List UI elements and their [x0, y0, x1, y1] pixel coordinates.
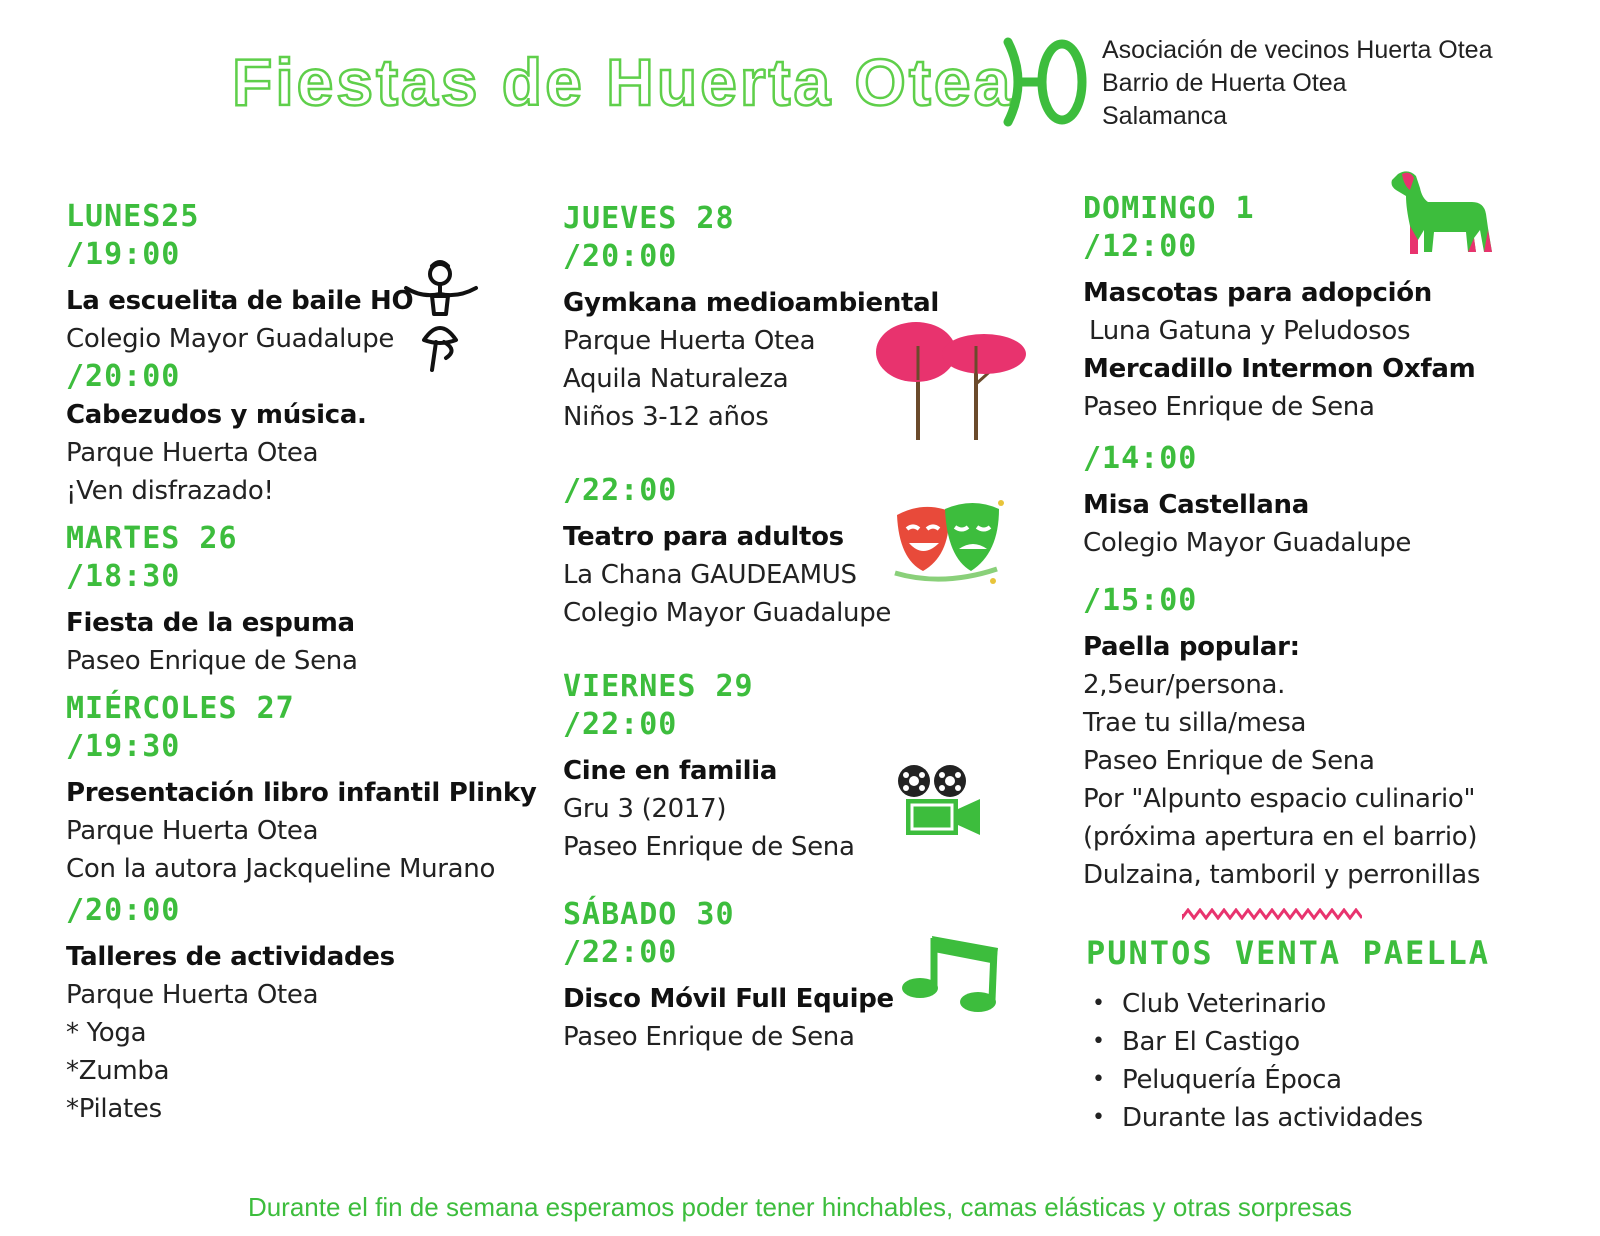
- association-city: Salamanca: [1102, 102, 1228, 130]
- event-detail: Paseo Enrique de Sena: [563, 832, 855, 862]
- event-detail: Paseo Enrique de Sena: [563, 1022, 855, 1052]
- ballerina-icon: [402, 258, 482, 376]
- event-detail: Niños 3-12 años: [563, 402, 769, 432]
- page-title: Fiestas de Huerta Otea: [232, 45, 1014, 119]
- event-detail: Paseo Enrique de Sena: [66, 646, 358, 676]
- time-label: /20:00: [66, 893, 181, 928]
- list-item: • Club Veterinario: [1084, 985, 1423, 1023]
- time-label: /15:00: [1083, 583, 1198, 618]
- footer-note: Durante el fin de semana esperamos poder tener hinchables, camas elásticas y otras sorpresas: [247, 1192, 1353, 1222]
- event-detail: Trae tu silla/mesa: [1083, 708, 1307, 738]
- day-heading: DOMINGO 1: [1083, 191, 1255, 226]
- day-heading: MIÉRCOLES 27: [66, 691, 295, 726]
- time-label: /12:00: [1083, 229, 1198, 264]
- event-detail: La Chana GAUDEAMUS: [563, 560, 857, 590]
- event-title: Presentación libro infantil Plinky: [66, 778, 537, 808]
- association-neighborhood: Barrio de Huerta Otea: [1102, 69, 1347, 97]
- event-detail: Paseo Enrique de Sena: [1083, 392, 1375, 422]
- day-heading: VIERNES 29: [563, 669, 754, 704]
- event-detail: (próxima apertura en el barrio): [1083, 822, 1478, 852]
- event-title: Cabezudos y música.: [66, 400, 367, 430]
- trees-icon: [876, 320, 1026, 442]
- time-label: /22:00: [563, 707, 678, 742]
- list-item: • Peluquería Época: [1084, 1061, 1423, 1099]
- music-note-icon: [900, 930, 1000, 1014]
- event-detail: Dulzaina, tamboril y perronillas: [1083, 860, 1481, 890]
- event-title: La escuelita de baile HO: [66, 286, 414, 316]
- event-detail: Por "Alpunto espacio culinario": [1083, 784, 1476, 814]
- event-detail: * Yoga: [66, 1018, 147, 1048]
- event-title: Talleres de actividades: [66, 942, 395, 972]
- event-title: Mercadillo Intermon Oxfam: [1083, 354, 1476, 384]
- column-sunday: [1083, 190, 1480, 894]
- list-item: • Bar El Castigo: [1084, 1023, 1423, 1061]
- association-name: Asociación de vecinos Huerta Otea: [1102, 36, 1493, 64]
- time-label: /18:30: [66, 559, 181, 594]
- event-detail: ¡Ven disfrazado!: [66, 476, 274, 506]
- time-label: /19:00: [66, 237, 181, 272]
- association-logo-icon: [1000, 34, 1090, 130]
- day-heading: JUEVES 28: [563, 201, 735, 236]
- event-detail: Luna Gatuna y Peludosos: [1089, 316, 1411, 346]
- event-detail: Colegio Mayor Guadalupe: [563, 598, 892, 628]
- event-detail: Parque Huerta Otea: [66, 816, 319, 846]
- event-title: Misa Castellana: [1083, 490, 1309, 520]
- event-detail: *Pilates: [66, 1094, 162, 1124]
- time-label: /22:00: [563, 473, 678, 508]
- event-detail: Parque Huerta Otea: [66, 438, 319, 468]
- zigzag-divider: [1182, 908, 1362, 920]
- dog-icon: [1388, 168, 1494, 260]
- event-detail: *Zumba: [66, 1056, 170, 1086]
- time-label: /20:00: [66, 359, 181, 394]
- paella-points-list: [1084, 985, 1423, 1137]
- event-title: Disco Móvil Full Equipe: [563, 984, 894, 1014]
- event-title: Mascotas para adopción: [1083, 278, 1432, 308]
- event-detail: Aquila Naturaleza: [563, 364, 789, 394]
- day-heading: SÁBADO 30: [563, 897, 735, 932]
- movie-camera-icon: [892, 763, 982, 839]
- event-title: Gymkana medioambiental: [563, 288, 940, 318]
- event-detail: Con la autora Jackqueline Murano: [66, 854, 496, 884]
- time-label: /19:30: [66, 729, 181, 764]
- paella-points-title: PUNTOS VENTA PAELLA: [1086, 934, 1491, 972]
- time-label: /14:00: [1083, 441, 1198, 476]
- event-title: Paella popular:: [1083, 632, 1300, 662]
- event-detail: 2,5eur/persona.: [1083, 670, 1286, 700]
- event-detail: Parque Huerta Otea: [563, 326, 816, 356]
- theater-masks-icon: [893, 495, 1009, 587]
- day-heading: LUNES25: [66, 199, 200, 234]
- event-title: Cine en familia: [563, 756, 778, 786]
- time-label: /22:00: [563, 935, 678, 970]
- list-item: • Durante las actividades: [1084, 1099, 1423, 1137]
- event-detail: Colegio Mayor Guadalupe: [66, 324, 395, 354]
- day-heading: MARTES 26: [66, 521, 238, 556]
- event-detail: Colegio Mayor Guadalupe: [1083, 528, 1412, 558]
- event-detail: Parque Huerta Otea: [66, 980, 319, 1010]
- event-title: Teatro para adultos: [563, 522, 844, 552]
- event-detail: Paseo Enrique de Sena: [1083, 746, 1375, 776]
- time-label: /20:00: [563, 239, 678, 274]
- event-detail: Gru 3 (2017): [563, 794, 727, 824]
- association-info: [1102, 34, 1493, 133]
- event-title: Fiesta de la espuma: [66, 608, 355, 638]
